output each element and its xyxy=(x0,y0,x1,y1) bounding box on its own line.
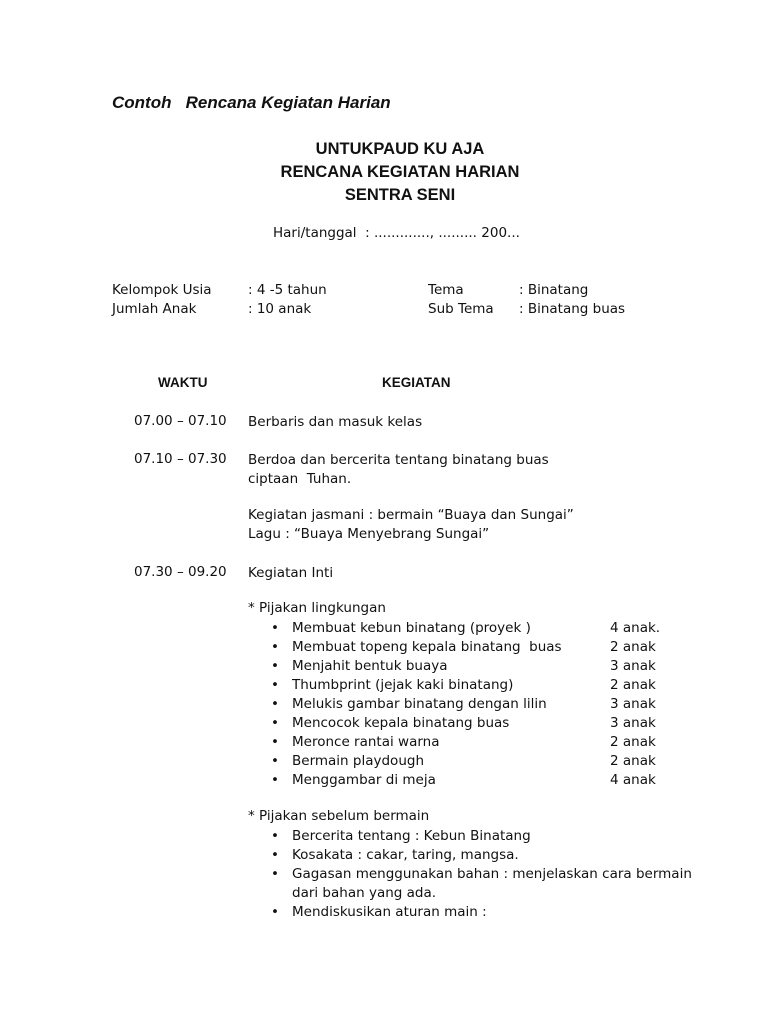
list-item-count: 2 anak xyxy=(610,753,656,769)
schedule-time: 07.30 – 09.20 xyxy=(134,564,227,580)
list-item xyxy=(270,865,692,903)
title-line-plan: RENCANA KEGIATAN HARIAN xyxy=(280,163,520,181)
list-item xyxy=(270,771,656,790)
theme-value: : Binatang xyxy=(519,282,589,298)
activity-line: Kegiatan Inti xyxy=(248,565,334,581)
list-item xyxy=(270,695,656,714)
bullet-icon: • xyxy=(271,639,279,655)
bullet-icon: • xyxy=(271,828,279,844)
bullet-icon: • xyxy=(271,658,279,674)
list-item xyxy=(270,827,692,846)
list-item xyxy=(270,638,656,657)
list-item-text: Menjahit bentuk buaya xyxy=(292,658,448,674)
list-item-text: Mendiskusikan aturan main : xyxy=(292,904,487,920)
document-heading: Contoh Rencana Kegiatan Harian xyxy=(112,93,391,112)
list-item-count: 2 anak xyxy=(610,677,656,693)
column-header-activity: KEGIATAN xyxy=(382,375,451,390)
children-count-label: Jumlah Anak xyxy=(112,301,197,317)
title-line-centre: SENTRA SENI xyxy=(344,186,456,204)
pijakan-sebelum-heading: * Pijakan sebelum bermain xyxy=(248,808,430,824)
activity-line: ciptaan Tuhan. xyxy=(248,471,352,487)
list-item-count: 4 anak xyxy=(610,772,656,788)
list-item xyxy=(270,733,656,752)
list-item xyxy=(270,714,656,733)
bullet-icon: • xyxy=(271,620,279,636)
list-item-text: Kosakata : cakar, taring, mangsa. xyxy=(292,847,519,863)
activity-line: Lagu : “Buaya Menyebrang Sungai” xyxy=(248,526,490,542)
bullet-icon: • xyxy=(271,715,279,731)
list-item-text: Menggambar di meja xyxy=(292,772,436,788)
list-item-text: Bermain playdough xyxy=(292,753,424,769)
schedule-activity xyxy=(248,451,549,489)
list-item xyxy=(270,657,656,676)
column-header-time: WAKTU xyxy=(158,375,208,390)
age-group-label: Kelompok Usia xyxy=(112,282,212,298)
bullet-icon: • xyxy=(271,866,279,882)
list-item-text: Mencocok kepala binatang buas xyxy=(292,715,510,731)
pijakan-sebelum-list xyxy=(270,827,692,922)
list-item-count: 3 anak xyxy=(610,658,656,674)
schedule-time: 07.00 – 07.10 xyxy=(134,413,227,429)
list-item-text: Gagasan menggunakan bahan : menjelaskan cara bermain xyxy=(292,866,692,882)
list-item-text: Membuat topeng kepala binatang buas xyxy=(292,639,562,655)
list-item xyxy=(270,676,656,695)
list-item-text: Meronce rantai warna xyxy=(292,734,440,750)
list-item xyxy=(270,619,661,638)
list-item-text: Membuat kebun binatang (proyek ) xyxy=(292,620,531,636)
bullet-icon: • xyxy=(271,734,279,750)
list-item-text: Melukis gambar binatang dengan lilin xyxy=(292,696,547,712)
subtheme-label: Sub Tema xyxy=(428,301,494,317)
list-item-continuation: dari bahan yang ada. xyxy=(292,885,437,901)
list-item-count: 3 anak xyxy=(610,715,656,731)
list-item-count: 2 anak xyxy=(610,639,656,655)
age-group-value: : 4 -5 tahun xyxy=(248,282,327,298)
list-item-count: 4 anak. xyxy=(610,620,661,636)
pijakan-lingkungan-list xyxy=(270,619,661,790)
pijakan-lingkungan-heading: * Pijakan lingkungan xyxy=(248,600,386,616)
list-item-text: Bercerita tentang : Kebun Binatang xyxy=(292,828,531,844)
list-item xyxy=(270,752,656,771)
list-item-text: Thumbprint (jejak kaki binatang) xyxy=(292,677,514,693)
schedule-activity-extra xyxy=(248,506,574,544)
list-item-count: 2 anak xyxy=(610,734,656,750)
bullet-icon: • xyxy=(271,677,279,693)
subtheme-value: : Binatang buas xyxy=(519,301,626,317)
title-line-school: UNTUKPAUD KU AJA xyxy=(315,140,485,158)
children-count-value: : 10 anak xyxy=(248,301,312,317)
bullet-icon: • xyxy=(271,696,279,712)
activity-line: Berbaris dan masuk kelas xyxy=(248,414,423,430)
activity-line: Berdoa dan bercerita tentang binatang buas xyxy=(248,452,549,468)
bullet-icon: • xyxy=(271,904,279,920)
list-item xyxy=(270,846,692,865)
bullet-icon: • xyxy=(271,847,279,863)
list-item xyxy=(270,903,692,922)
schedule-activity xyxy=(248,564,333,583)
schedule-activity xyxy=(248,413,422,432)
date-line: Hari/tanggal : ............., ......... 200... xyxy=(273,225,520,241)
title-block xyxy=(0,138,768,207)
activity-line: Kegiatan jasmani : bermain “Buaya dan Sungai” xyxy=(248,507,574,523)
bullet-icon: • xyxy=(271,772,279,788)
theme-label: Tema xyxy=(428,282,464,298)
bullet-icon: • xyxy=(271,753,279,769)
schedule-time: 07.10 – 07.30 xyxy=(134,451,227,467)
list-item-count: 3 anak xyxy=(610,696,656,712)
